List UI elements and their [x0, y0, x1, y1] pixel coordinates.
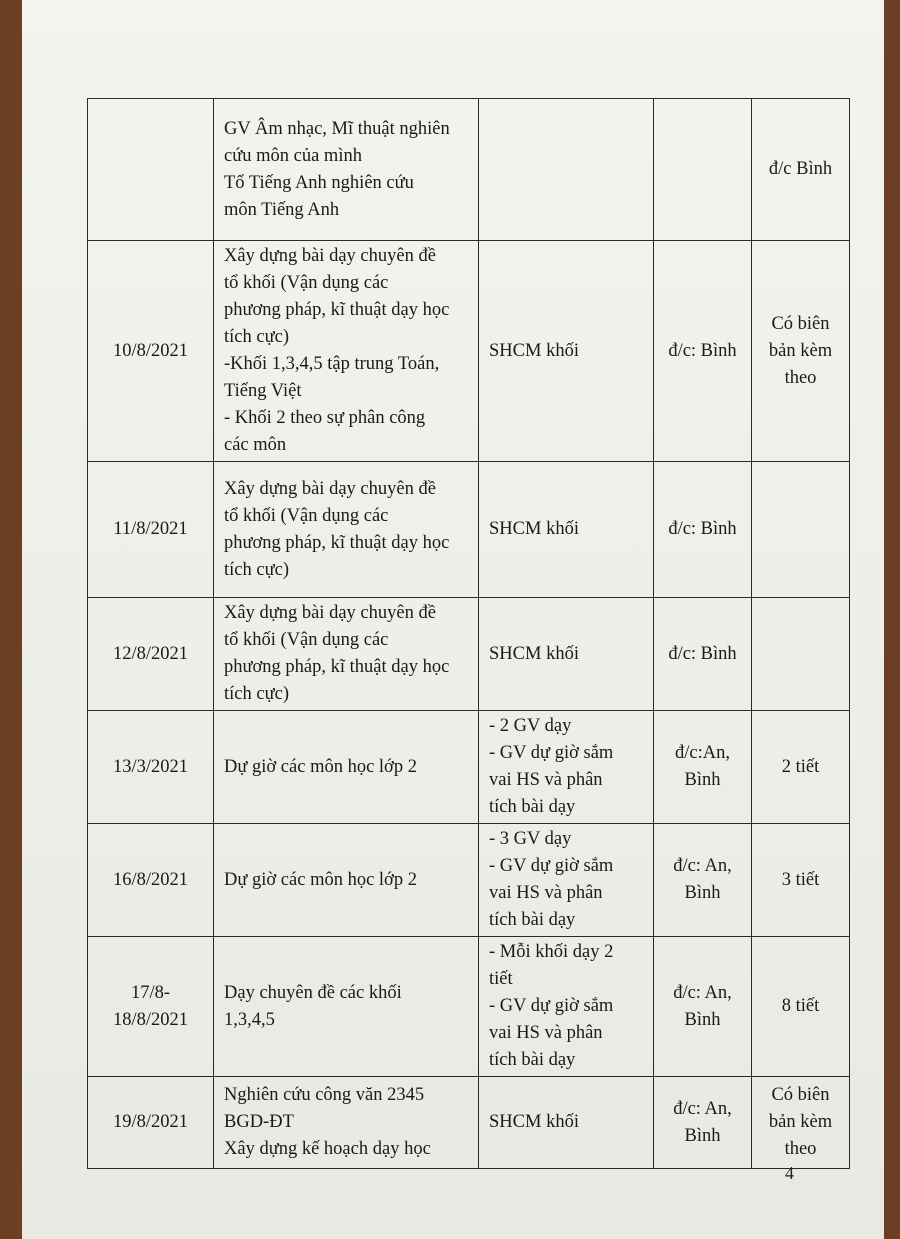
cell-text-line: SHCM khối: [489, 519, 579, 539]
person-cell: [654, 462, 752, 598]
date-cell: [88, 462, 214, 598]
cell-text-line: 16/8/2021: [112, 869, 189, 890]
cell-text-line: cứu môn của mình: [224, 145, 362, 166]
cell-text-line: Xây dựng bài dạy chuyên đề: [224, 246, 436, 266]
cell-text-line: đ/c: Bình: [668, 643, 737, 664]
schedule-table: [87, 98, 850, 1169]
cell-text-line: 3 tiết: [781, 869, 820, 890]
note-cell: [752, 598, 850, 711]
table-row: [88, 99, 850, 241]
content-cell: [214, 462, 479, 598]
cell-text-line: Nghiên cứu công văn 2345: [224, 1085, 425, 1105]
cell-text-line: Dự giờ các môn học lớp 2: [224, 869, 417, 890]
table-row: [88, 241, 850, 462]
cell-text-line: tiết: [489, 969, 513, 989]
cell-text-line: 1,3,4,5: [224, 1009, 275, 1030]
form-cell: [479, 711, 654, 824]
person-cell: [654, 598, 752, 711]
cell-text-line: Bình: [684, 770, 721, 790]
date-cell: [88, 711, 214, 824]
cell-text-line: tổ khối (Vận dụng các: [224, 505, 389, 526]
cell-text-line: 12/8/2021: [112, 643, 189, 664]
content-cell: [214, 1077, 479, 1169]
cell-text-line: 11/8/2021: [113, 519, 188, 539]
cell-text-line: - GV dự giờ sắm: [489, 743, 614, 763]
cell-text-line: đ/c: An,: [673, 856, 732, 876]
cell-text-line: Bình: [684, 883, 721, 903]
cell-text-line: SHCM khối: [489, 340, 579, 361]
cell-text-line: 8 tiết: [781, 996, 820, 1016]
cell-text-line: SHCM khối: [489, 643, 579, 664]
form-cell: [479, 824, 654, 937]
table-row: [88, 598, 850, 711]
paper-page: [22, 0, 884, 1239]
form-cell: [479, 1077, 654, 1169]
cell-text-line: BGD-ĐT: [224, 1112, 294, 1132]
cell-text-line: tổ khối (Vận dụng các: [224, 630, 389, 650]
cell-text-line: bản kèm: [768, 340, 833, 361]
cell-text-line: Có biên: [771, 313, 830, 334]
content-cell: [214, 241, 479, 462]
cell-text-line: tích cực): [224, 684, 289, 704]
cell-text-line: Xây dựng bài dạy chuyên đề: [224, 478, 436, 499]
cell-text-line: tổ khối (Vận dụng các: [224, 273, 389, 293]
cell-text-line: đ/c: An,: [673, 1098, 732, 1119]
cell-text-line: 13/3/2021: [112, 756, 189, 777]
cell-text-line: vai HS và phân: [489, 770, 603, 790]
cell-text-line: -Khối 1,3,4,5 tập trung Toán,: [224, 354, 440, 374]
cell-text-line: vai HS và phân: [489, 1023, 603, 1043]
cell-text-line: đ/c:An,: [675, 743, 730, 763]
cell-text-line: theo: [784, 367, 817, 388]
person-cell: [654, 937, 752, 1077]
cell-text-line: - Khối 2 theo sự phân công: [224, 408, 426, 428]
table-row: [88, 824, 850, 937]
cell-text-line: tích cực): [224, 559, 289, 580]
cell-text-line: 2 tiết: [781, 756, 820, 777]
cell-text-line: - 2 GV dạy: [489, 716, 572, 736]
cell-text-line: Có biên: [771, 1085, 830, 1105]
cell-text-line: Xây dựng kế hoạch dạy học: [224, 1139, 431, 1159]
page-number: 4: [785, 1163, 794, 1183]
date-cell: [88, 99, 214, 241]
note-cell: [752, 99, 850, 241]
date-cell: [88, 1077, 214, 1169]
date-cell: [88, 241, 214, 462]
cell-text-line: tích bài dạy: [489, 1050, 576, 1070]
cell-text-line: bản kèm: [768, 1112, 833, 1132]
note-cell: [752, 1077, 850, 1169]
cell-text-line: Bình: [684, 1009, 721, 1030]
note-cell: [752, 937, 850, 1077]
cell-text-line: SHCM khối: [489, 1112, 579, 1132]
content-cell: [214, 99, 479, 241]
cell-text-line: đ/c Bình: [768, 159, 833, 179]
note-cell: [752, 824, 850, 937]
cell-text-line: theo: [784, 1139, 817, 1159]
cell-text-line: tích cực): [224, 327, 289, 347]
content-cell: [214, 824, 479, 937]
cell-text-line: 19/8/2021: [112, 1112, 189, 1132]
note-cell: [752, 241, 850, 462]
note-cell: [752, 711, 850, 824]
cell-text-line: đ/c: Bình: [668, 340, 737, 361]
content-cell: [214, 711, 479, 824]
cell-text-line: vai HS và phân: [489, 883, 603, 903]
cell-text-line: Dạy chuyên đề các khối: [224, 982, 402, 1003]
table-row: [88, 937, 850, 1077]
note-cell: [752, 462, 850, 598]
form-cell: [479, 241, 654, 462]
date-cell: [88, 598, 214, 711]
cell-text-line: Xây dựng bài dạy chuyên đề: [224, 603, 436, 623]
form-cell: [479, 598, 654, 711]
cell-text-line: đ/c: Bình: [668, 519, 737, 539]
table-row: [88, 1077, 850, 1169]
cell-text-line: Tổ Tiếng Anh nghiên cứu: [224, 172, 414, 193]
form-cell: [479, 462, 654, 598]
cell-text-line: 18/8/2021: [112, 1009, 189, 1030]
cell-text-line: phương pháp, kĩ thuật dạy học: [224, 657, 450, 677]
form-cell: [479, 99, 654, 241]
table-row: [88, 462, 850, 598]
cell-text-line: - Mỗi khối dạy 2: [489, 942, 614, 962]
date-cell: [88, 937, 214, 1077]
table-row: [88, 711, 850, 824]
cell-text-line: phương pháp, kĩ thuật dạy học: [224, 300, 450, 320]
cell-text-line: - GV dự giờ sắm: [489, 996, 614, 1016]
person-cell: [654, 824, 752, 937]
person-cell: [654, 99, 752, 241]
cell-text-line: tích bài dạy: [489, 797, 576, 817]
cell-text-line: Tiếng Việt: [224, 381, 302, 401]
cell-text-line: Bình: [684, 1125, 721, 1146]
cell-text-line: Dự giờ các môn học lớp 2: [224, 756, 417, 777]
cell-text-line: - 3 GV dạy: [489, 829, 572, 849]
cell-text-line: 17/8-: [130, 982, 171, 1003]
cell-text-line: phương pháp, kĩ thuật dạy học: [224, 532, 450, 553]
date-cell: [88, 824, 214, 937]
cell-text-line: các môn: [224, 435, 287, 455]
cell-text-line: GV Âm nhạc, Mĩ thuật nghiên: [224, 118, 450, 139]
cell-text-line: - GV dự giờ sắm: [489, 856, 614, 876]
cell-text-line: tích bài dạy: [489, 910, 576, 930]
form-cell: [479, 937, 654, 1077]
person-cell: [654, 241, 752, 462]
person-cell: [654, 711, 752, 824]
content-cell: [214, 937, 479, 1077]
cell-text-line: môn Tiếng Anh: [224, 199, 340, 220]
cell-text-line: đ/c: An,: [673, 982, 732, 1003]
cell-text-line: 10/8/2021: [112, 340, 189, 361]
person-cell: [654, 1077, 752, 1169]
content-cell: [214, 598, 479, 711]
